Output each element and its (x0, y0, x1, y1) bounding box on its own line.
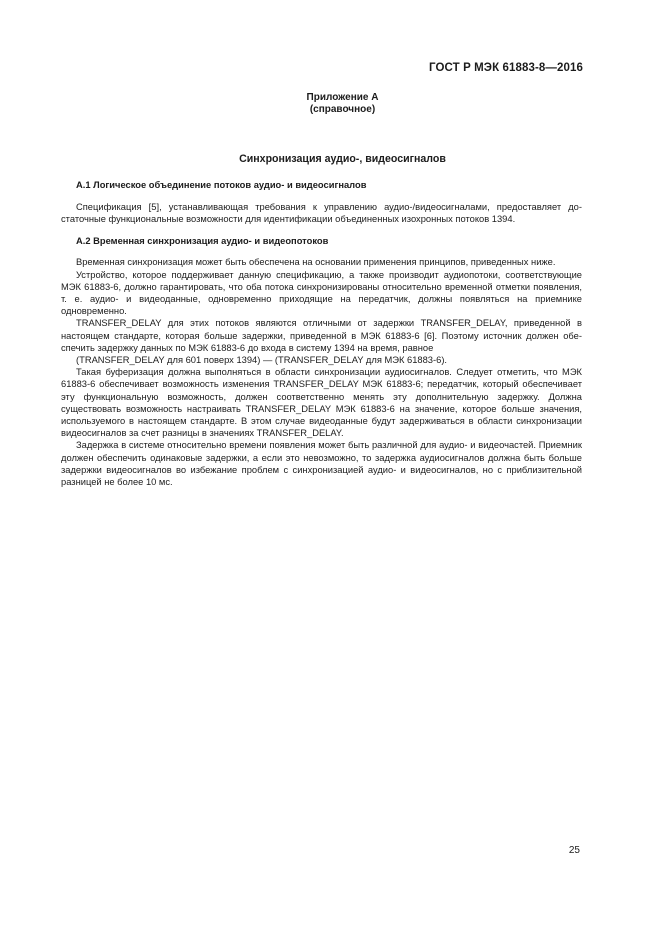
annex-title: Приложение А (306, 92, 379, 103)
section-a2-paragraph-1: Временная синхронизация может быть обеспечена на основании применения принципов, приведенных ниже. (76, 257, 556, 268)
section-a2-paragraph-3: TRANSFER_DELAY для этих потоков являются отличными от задержки TRANSFER_DELAY, приведенной в настоящем стандарте, которая больше задержки, приведенной в МЭК 61883-6 [6]. Поэтому источник должен обеспечить задержку данных по МЭК 61883-6 до входа в систему 1394 на время, равное (61, 318, 582, 353)
section-a2-paragraph-4: Такая буферизация должна выполняться в области синхронизации аудиосигналов. Следует отметить, что МЭК 61883-6 обеспечивает возможность изменения TRANSFER_DELAY МЭК 61883-6; передатчик, который обеспечивает эту функциональную возможность, должен соответственно менять эту дополнительную задержку. Должна существовать возможность настраивать TRANSFER_DELAY МЭК 61883-6 на значение, которое больше значения, используемого в настоящем стандарте. В этом случае видеоданные будут задерживаться в области синхронизации видеосигналов за счет разницы в значениях TRANSFER_DELAY. (61, 367, 582, 439)
page-number: 25 (568, 845, 580, 856)
section-a2-paragraph-5: Задержка в системе относительно времени появления может быть различной для аудио- и видеочастей. Приемник должен обеспечить одинаковые задержки, а если это невозможно, то задержка аудиосигналов должна быть больше задержки видеосигналов во избежание проблем с синхронизацией аудио- и видеосигналов, но с приблизительной разницей не более 10 мс. (61, 440, 582, 487)
section-a1-heading: А.1 Логическое объединение потоков аудио- и видеосигналов (76, 180, 367, 190)
section-a2-paragraph-2: Устройство, которое поддерживает данную спецификацию, а также производит аудиопотоки, соответствующие МЭК 61883-6, должно гарантировать, что оба потока синхронизированы относительно временной отметки появления, т. е. аудио- и видеоданные, одновременно приходящие на передатчик, должны появляться на приемнике одновременно. (61, 269, 582, 317)
standard-designation: ГОСТ Р МЭК 61883-8—2016 (429, 62, 583, 74)
section-a2-heading: А.2 Временная синхронизация аудио- и видеопотоков (76, 235, 329, 246)
annex-subtitle: (справочное) (309, 104, 376, 115)
section-a1-paragraph: Спецификация [5], устанавливающая требования к управлению аудио-/видеосигналами, предоставляет достаточные функциональные возможности для идентификации объединенных изохронных потоков 1394. (61, 201, 582, 224)
delay-formula: (TRANSFER_DELAY для 601 поверх 1394) — (TRANSFER_DELAY для МЭК 61883-6). (76, 354, 448, 365)
document-body (61, 179, 582, 488)
document-title: Синхронизация аудио-, видеосигналов (239, 153, 446, 165)
